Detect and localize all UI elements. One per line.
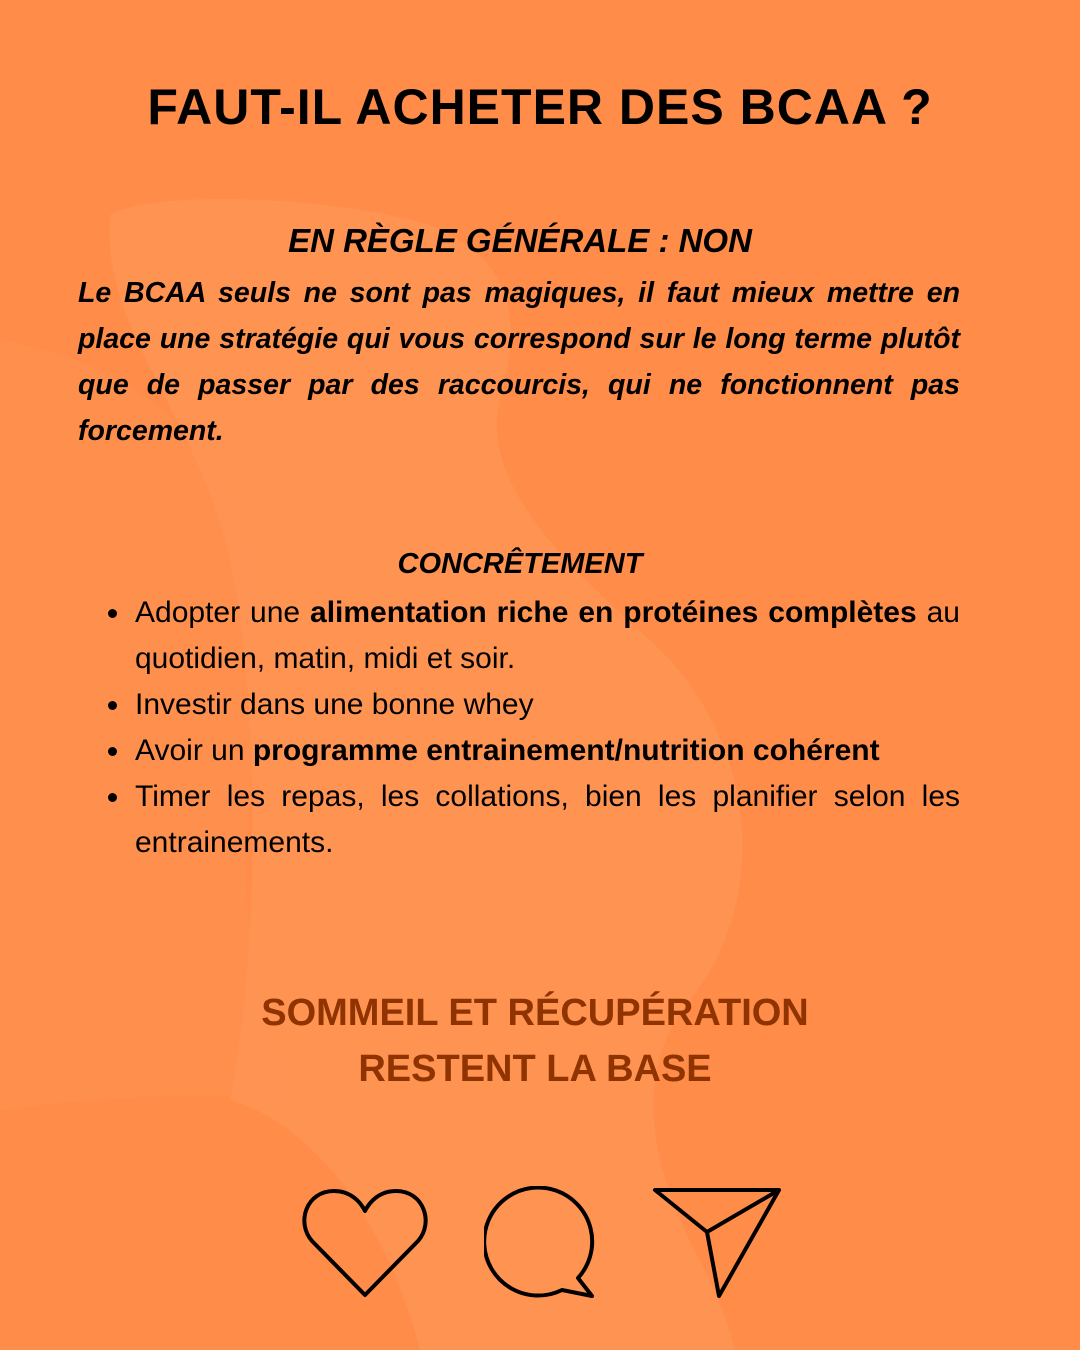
list-item bbox=[78, 728, 960, 774]
heart-icon[interactable] bbox=[300, 1185, 430, 1301]
concretement-heading: CONCRÊTEMENT bbox=[397, 548, 643, 580]
bullet-icon bbox=[108, 793, 117, 802]
item-bold-text: programme entrainement/nutrition cohérent bbox=[252, 734, 880, 767]
item-text: Avoir un bbox=[135, 734, 253, 767]
item-text: Adopter une bbox=[135, 596, 311, 629]
list-item bbox=[78, 774, 960, 866]
list-item bbox=[78, 682, 960, 728]
send-icon[interactable] bbox=[651, 1186, 785, 1302]
rule-body: Le BCAA seuls ne sont pas magiques, il faut mieux mettre en place une stratégie qui vous correspond sur le long terme plutôt que de passer par des raccourcis, qui ne fonctionnent pas forcement. bbox=[78, 277, 960, 447]
bullet-icon bbox=[108, 609, 117, 618]
concretement-list bbox=[78, 590, 960, 866]
bullet-icon bbox=[108, 747, 117, 756]
closing-message bbox=[0, 985, 1070, 1097]
bullet-icon bbox=[108, 701, 117, 710]
comment-icon[interactable] bbox=[484, 1186, 600, 1302]
item-text: Investir dans une bonne whey bbox=[135, 688, 534, 721]
page-title: FAUT-IL ACHETER DES BCAA ? bbox=[147, 79, 933, 135]
item-bold-text: alimentation riche en protéines complètes bbox=[310, 596, 917, 629]
list-item bbox=[78, 590, 960, 682]
item-text: Timer les repas, les collations, bien les planifier selon les entrainements. bbox=[135, 780, 960, 859]
item-text-end: au quotidien, matin, midi et soir. bbox=[135, 596, 960, 675]
rule-heading: EN RÈGLE GÉNÉRALE : NON bbox=[288, 222, 752, 259]
closing-line-2: RESTENT LA BASE bbox=[358, 1048, 712, 1090]
closing-line-1: SOMMEIL ET RÉCUPÉRATION bbox=[261, 992, 809, 1034]
